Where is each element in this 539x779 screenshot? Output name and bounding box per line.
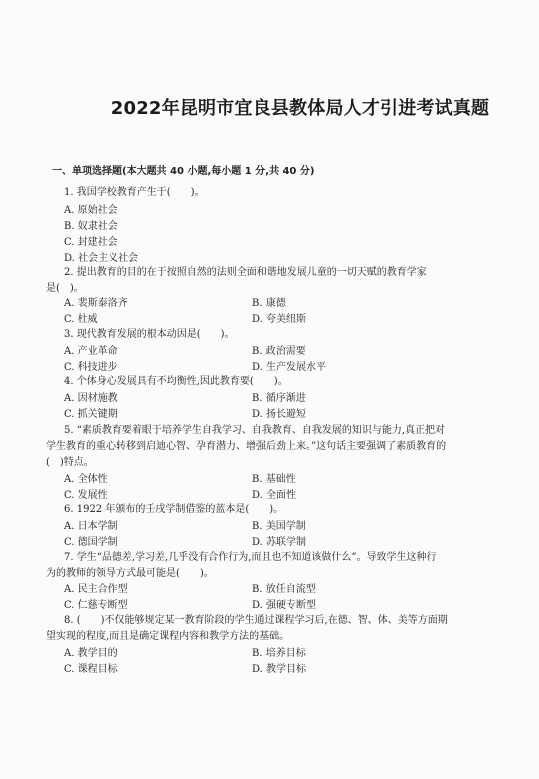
question-6-stem: 6. 1922 年颁布的壬戌学制借鉴的蓝本是( )。 [64, 504, 284, 515]
question-6-option-c: C. 德国学制 [64, 537, 118, 548]
question-7-option-b: B. 放任自流型 [252, 584, 316, 595]
question-1-option-d: D. 社会主义社会 [64, 253, 139, 264]
question-4-stem: 4. 个体身心发展具有不均衡性,因此教育要( )。 [64, 376, 288, 387]
section-heading: 一、单项选择题(本大题共 40 小题,每小题 1 分,共 40 分) [52, 166, 315, 177]
question-7-option-d: D. 强硬专断型 [252, 600, 317, 611]
question-5-stem-line2: 学生教育的重心转移到启迪心智、孕育潜力、增强后劲上来。”这句话主要强调了素质教育的 [46, 441, 447, 452]
question-2-option-c: C. 杜威 [64, 314, 98, 325]
question-5-option-a: A. 全体性 [64, 474, 108, 485]
question-8-stem-line1: 8. ( )不仅能够规定某一教育阶段的学生通过课程学习后,在德、智、体、美等方面期 [64, 615, 448, 626]
question-8-option-c: C. 课程目标 [64, 664, 118, 675]
question-3-option-d: D. 生产发展水平 [252, 362, 327, 373]
question-2-option-b: B. 康德 [252, 298, 286, 309]
question-1-option-c: C. 封建社会 [64, 237, 118, 248]
question-5-stem-line1: 5. “素质教育要着眼于培养学生自我学习、自我教育、自我发展的知识与能力,真正把对 [64, 425, 446, 436]
question-7-stem-line2: 为的教师的领导方式最可能是( )。 [46, 568, 214, 579]
question-1-stem: 1. 我国学校教育产生于( )。 [64, 187, 205, 198]
question-1-option-b: B. 奴隶社会 [64, 221, 118, 232]
question-6-option-d: D. 苏联学制 [252, 537, 307, 548]
question-1-option-a: A. 原始社会 [64, 205, 118, 216]
question-3-option-b: B. 政治需要 [252, 346, 306, 357]
question-8-option-a: A. 教学目的 [64, 648, 118, 659]
question-6-option-b: B. 美国学制 [252, 521, 306, 532]
question-8-option-d: D. 教学目标 [252, 664, 307, 675]
question-5-option-c: C. 发展性 [64, 490, 108, 501]
question-3-option-c: C. 科技进步 [64, 362, 118, 373]
page-title: 2022年昆明市宜良县教体局人才引进考试真题 [110, 98, 490, 119]
question-2-stem-line2: 是( )。 [46, 283, 84, 294]
question-8-stem-line2: 望实现的程度,而且是确定课程内容和教学方法的基础。 [46, 631, 290, 642]
question-7-option-c: C. 仁慈专断型 [64, 600, 128, 611]
question-7-option-a: A. 民主合作型 [64, 584, 128, 595]
question-3-stem: 3. 现代教育发展的根本动因是( )。 [64, 329, 235, 340]
question-3-option-a: A. 产业革命 [64, 346, 118, 357]
question-4-option-d: D. 扬长避短 [252, 409, 307, 420]
question-6-option-a: A. 日本学制 [64, 521, 118, 532]
question-8-option-b: B. 培养目标 [252, 648, 306, 659]
question-4-option-b: B. 循序渐进 [252, 393, 306, 404]
question-2-stem-line1: 2. 提出教育的目的在于按照自然的法则全面和谐地发展儿童的一切天赋的教育学家 [64, 267, 427, 278]
question-2-option-a: A. 裴斯泰洛齐 [64, 298, 128, 309]
question-5-stem-line3: ( )特点。 [46, 457, 94, 468]
question-2-option-d: D. 夸美纽斯 [252, 314, 307, 325]
question-7-stem-line1: 7. 学生“品德差,学习差,几乎没有合作行为,而且也不知道该做什么”。导致学生这种行 [64, 552, 437, 563]
question-4-option-a: A. 因材施教 [64, 393, 118, 404]
question-5-option-b: B. 基础性 [252, 474, 296, 485]
question-5-option-d: D. 全面性 [252, 490, 297, 501]
question-4-option-c: C. 抓关键期 [64, 409, 118, 420]
